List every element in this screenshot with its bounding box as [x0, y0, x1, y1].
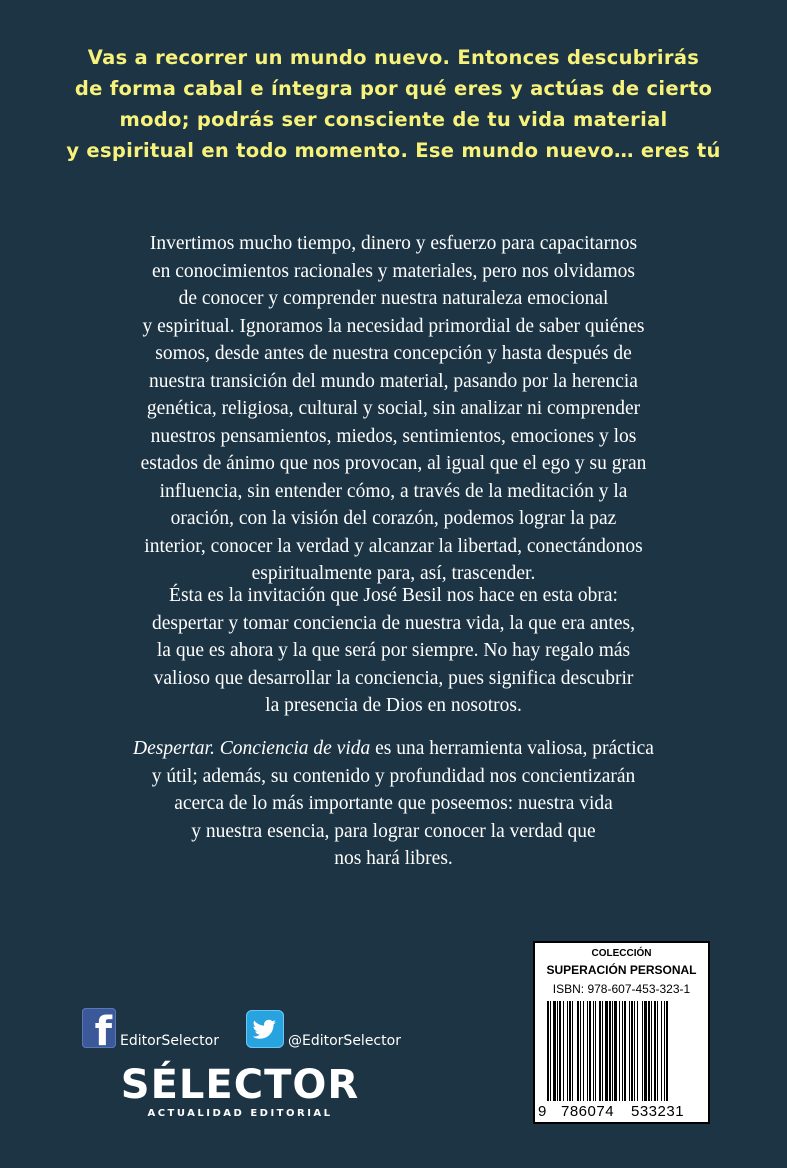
text-line: nuestros pensamientos, miedos, sentimientos, emociones y los: [150, 425, 637, 447]
synopsis-paragraph-1: [95, 230, 692, 588]
text-line: nuestra transición del mundo material, pasando por la herencia: [149, 370, 638, 392]
collection-label: COLECCIÓN: [591, 948, 652, 959]
book-title-italic: Despertar. Conciencia de vida: [133, 738, 371, 759]
text-line: somos, desde antes de nuestra concepción y hasta después de: [155, 343, 632, 364]
text-line: espiritualmente para, así, trascender.: [251, 563, 536, 584]
text-line: valioso que desarrollar la conciencia, pues significa descubrir: [153, 667, 634, 689]
synopsis-paragraph-3: [95, 735, 692, 873]
headline-line: y espiritual en todo momento. Ese mundo nuevo… eres tú: [66, 139, 721, 162]
text-line: de conocer y comprender nuestra naturaleza emocional: [178, 288, 609, 309]
text-line: acerca de lo más importante que poseemos: nuestra vida: [174, 793, 613, 814]
text-line: la que es ahora y la que será por siempre. No hay regalo más: [156, 640, 631, 661]
synopsis-paragraph-2: [95, 582, 692, 720]
text-line: estados de ánimo que nos provocan, al igual que el ego y su gran: [140, 453, 647, 474]
collection-name: SUPERACIÓN PERSONAL: [546, 963, 697, 977]
text-line: y nuestra esencia, para lograr conocer la verdad que: [191, 820, 596, 842]
barcode-digits-group-2: 533231: [631, 1103, 685, 1120]
facebook-label: EditorSelector: [120, 1033, 219, 1049]
barcode-digit-first: 9: [538, 1103, 547, 1120]
text-line: oración, con la visión del corazón, podemos lograr la paz: [170, 508, 617, 529]
headline-line: de forma cabal e íntegra por qué eres y actúas de cierto: [74, 77, 713, 100]
text-fragment: es una herramienta valiosa, práctica: [370, 738, 654, 759]
publisher-name: SÉLECTOR: [120, 1062, 360, 1108]
twitter-link[interactable]: [246, 1008, 401, 1048]
text-line: la presencia de Dios en nosotros.: [265, 695, 522, 716]
text-line: Ésta es la invitación que José Besil nos hace en esta obra:: [169, 585, 618, 606]
headline-line: modo; podrás ser consciente de tu vida material: [119, 108, 668, 131]
text-line: despertar y tomar conciencia de nuestra vida, la que era antes,: [152, 612, 635, 634]
twitter-label: @EditorSelector: [288, 1033, 401, 1049]
barcode-icon: [547, 1001, 701, 1101]
isbn-text: ISBN: 978-607-453-323-1: [552, 982, 691, 996]
text-line: genética, religiosa, cultural y social, sin analizar ni comprender: [146, 398, 641, 419]
barcode-digits-group-1: 786074: [561, 1103, 615, 1120]
facebook-icon: f: [82, 1008, 116, 1048]
text-line: interior, conocer la verdad y alcanzar la libertad, conectándonos: [144, 535, 643, 557]
text-line: influencia, sin entender cómo, a través de la meditación y la: [159, 480, 628, 502]
text-line: [95, 735, 692, 763]
text-line: y útil; además, su contenido y profundidad nos concientizarán: [151, 765, 636, 787]
facebook-link[interactable]: [82, 1008, 219, 1055]
barcode-box: [533, 941, 710, 1124]
headline: [40, 42, 747, 166]
twitter-icon: [246, 1010, 284, 1048]
publisher-logo: [120, 1063, 360, 1121]
text-line: en conocimientos racionales y materiales, pero nos olvidamos: [151, 260, 636, 282]
text-line: nos hará libres.: [334, 848, 453, 869]
text-line: y espiritual. Ignoramos la necesidad primordial de saber quiénes: [142, 315, 645, 337]
headline-line: Vas a recorrer un mundo nuevo. Entonces descubrirás: [87, 46, 700, 69]
text-line: Invertimos mucho tiempo, dinero y esfuerzo para capacitarnos: [149, 233, 638, 254]
publisher-tagline: ACTUALIDAD EDITORIAL: [147, 1108, 333, 1119]
